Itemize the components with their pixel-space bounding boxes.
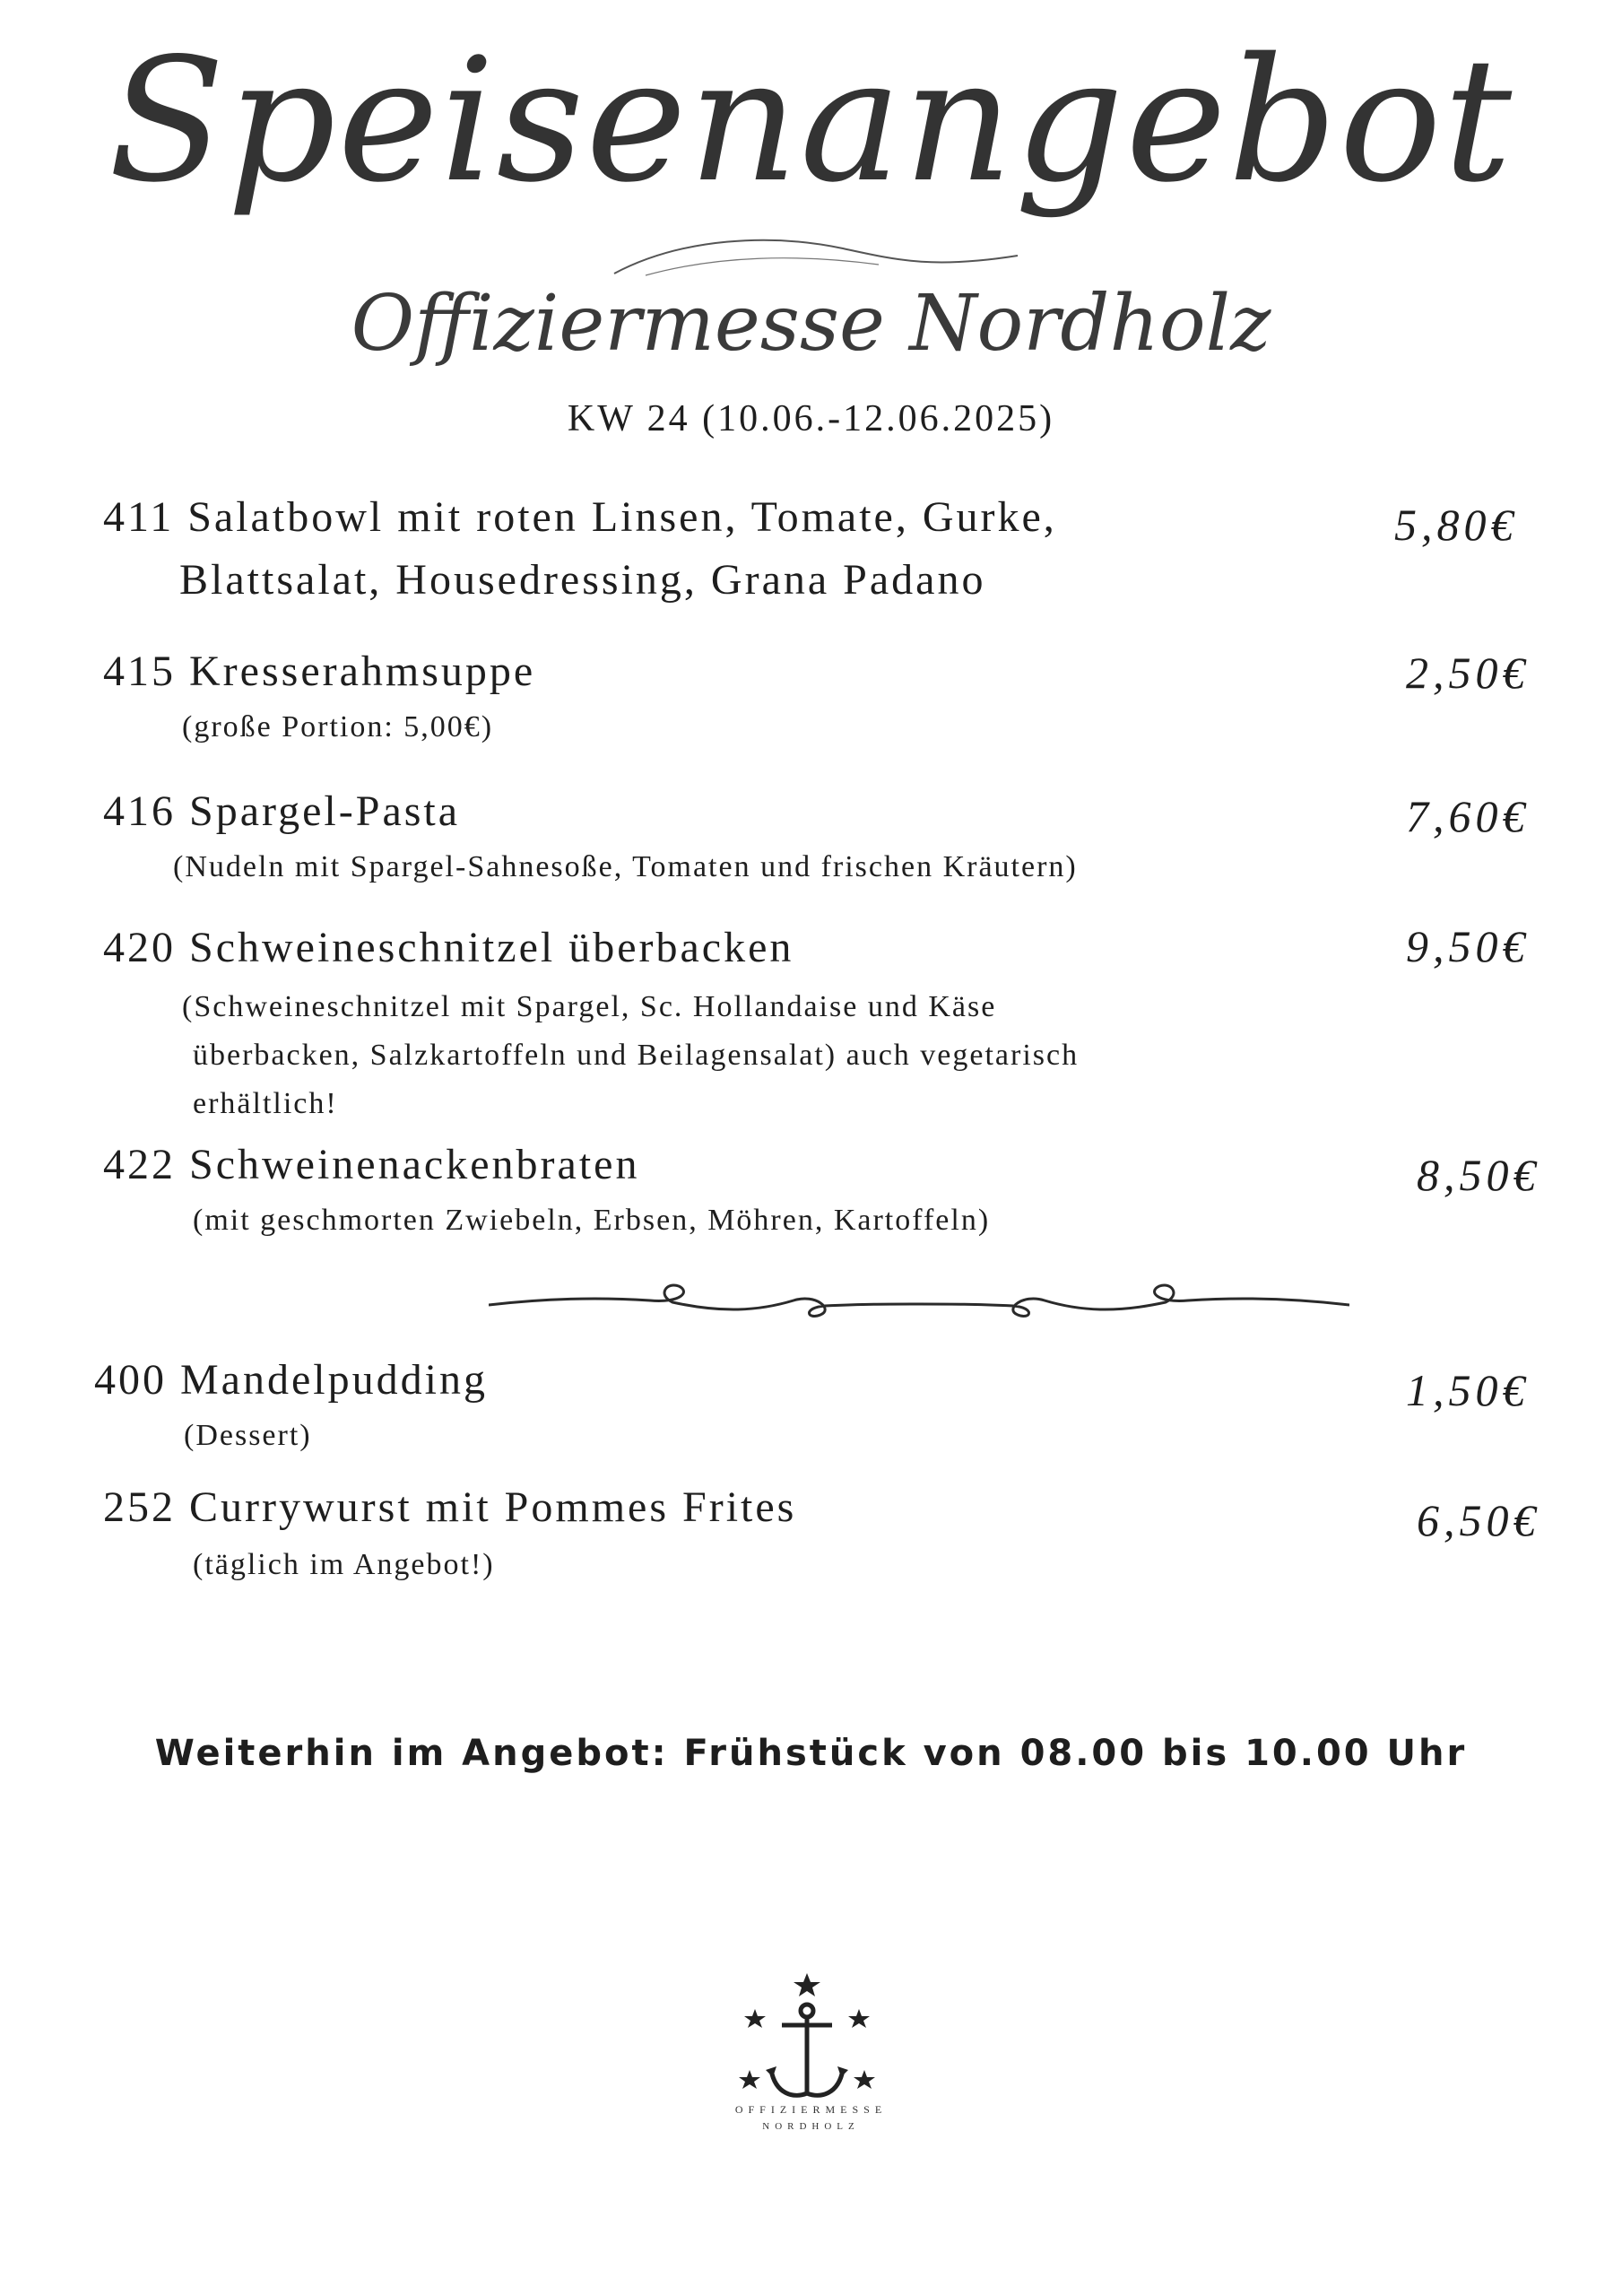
menu-item-title: 252 Currywurst mit Pommes Frites	[103, 1483, 797, 1531]
menu-item-description: (Schweineschnitzel mit Spargel, Sc. Hollandaise und Käse	[182, 990, 997, 1023]
logo-text: OFFIZIERMESSE	[734, 2103, 888, 2116]
menu-item-title: 411 Salatbowl mit roten Linsen, Tomate, Gurke,	[103, 493, 1057, 541]
menu-item-description: (große Portion: 5,00€)	[182, 710, 494, 744]
star-icon	[854, 2070, 875, 2089]
page-title: Speisenangebot	[108, 22, 1514, 220]
menu-item-title: 400 Mandelpudding	[94, 1356, 488, 1404]
menu-item-description: überbacken, Salzkartoffeln und Beilagensalat) auch vegetarisch	[193, 1039, 1080, 1072]
flourish-divider	[489, 1274, 1349, 1327]
star-icon	[744, 2009, 766, 2028]
menu-item-price: 8,50€	[1417, 1150, 1540, 1200]
star-icon	[794, 1973, 820, 1996]
menu-item-description: erhältlich!	[193, 1087, 338, 1120]
footer-note: Weiterhin im Angebot: Frühstück von 08.00 bis 10.00 Uhr	[154, 1733, 1468, 1774]
menu-item-description: (Dessert)	[184, 1419, 312, 1452]
menu-item-title: 415 Kresserahmsuppe	[103, 648, 536, 695]
menu-item-description: (täglich im Angebot!)	[193, 1548, 495, 1581]
menu-item-description: (mit geschmorten Zwiebeln, Erbsen, Möhren, Kartoffeln)	[193, 1204, 991, 1237]
menu-item-price: 1,50€	[1406, 1365, 1530, 1415]
title-flourish	[610, 229, 1022, 283]
menu-item-title: 422 Schweinenackenbraten	[103, 1141, 640, 1188]
menu-item-price: 2,50€	[1406, 648, 1530, 698]
page-subtitle: Offiziermesse Nordholz	[351, 279, 1271, 369]
menu-item-title: 420 Schweineschnitzel überbacken	[103, 924, 794, 971]
anchor-logo-icon	[735, 1973, 897, 2161]
menu-item-price: 9,50€	[1406, 921, 1530, 971]
logo-text: NORDHOLZ	[762, 2121, 860, 2132]
week-label: KW 24 (10.06.-12.06.2025)	[567, 398, 1055, 439]
menu-item-title-continued: Blattsalat, Housedressing, Grana Padano	[179, 556, 986, 604]
menu-item-title: 416 Spargel-Pasta	[103, 787, 461, 835]
menu-item-description: (Nudeln mit Spargel-Sahnesoße, Tomaten und frischen Kräutern)	[173, 850, 1078, 883]
menu-item-price: 7,60€	[1406, 791, 1530, 841]
star-icon	[739, 2070, 760, 2089]
star-icon	[848, 2009, 870, 2028]
menu-item-price: 5,80€	[1394, 500, 1518, 550]
menu-item-price: 6,50€	[1417, 1495, 1540, 1545]
